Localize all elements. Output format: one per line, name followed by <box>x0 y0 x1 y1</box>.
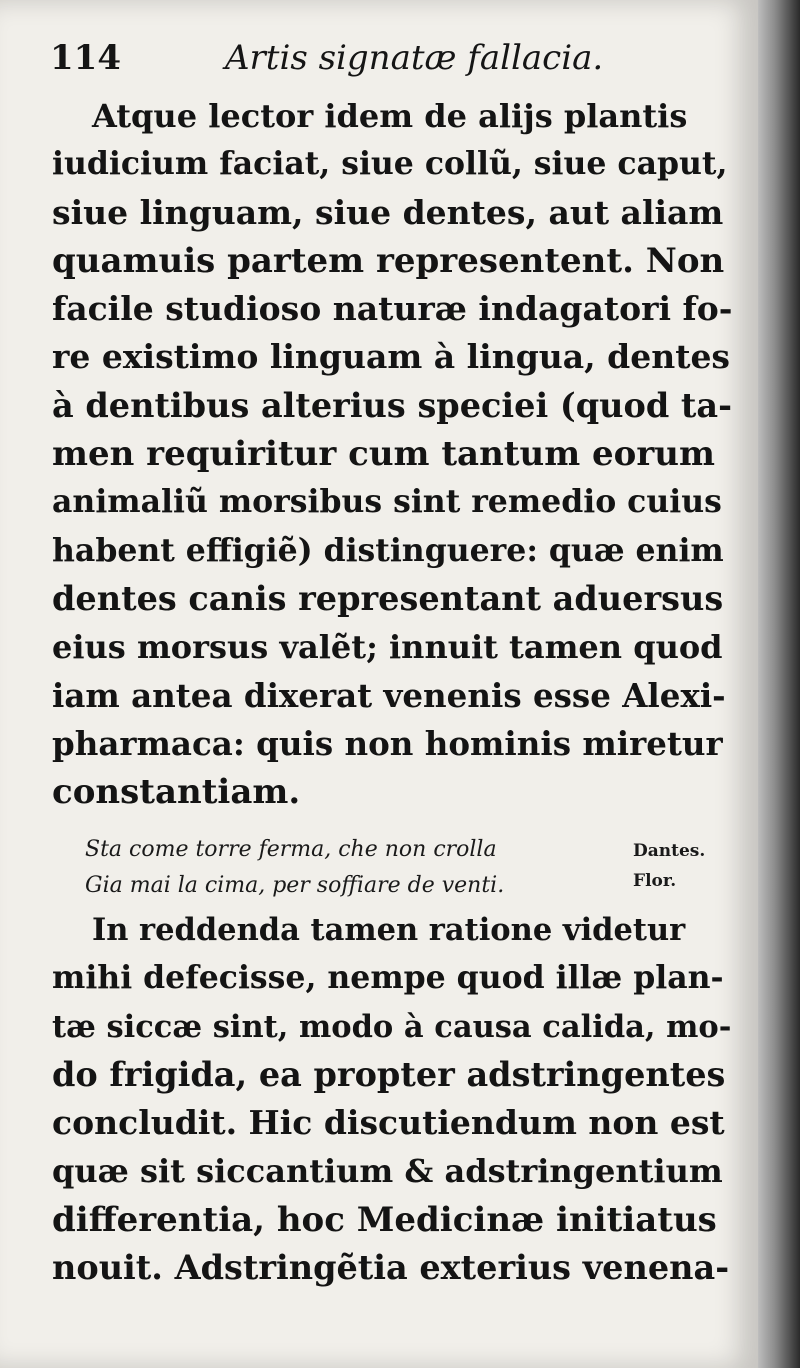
text-line: men requiritur cum tantum eorum <box>52 434 715 475</box>
text-line: In reddenda tamen ratione videtur <box>92 912 686 948</box>
text-line: iam antea dixerat venenis esse Alexi- <box>52 675 726 715</box>
attribution-line: Flor. <box>633 871 677 891</box>
text-line: iudicium faciat, siue collũ, siue caput, <box>52 145 728 183</box>
text-line: animaliũ morsibus sint remedio cuius <box>52 483 722 521</box>
attribution-line: Dantes. <box>633 841 706 861</box>
text-line: habent effigiẽ) distinguere: quæ enim <box>52 531 724 569</box>
page-number: 114 <box>50 38 121 78</box>
text-line: facile studioso naturæ indagatori fo- <box>52 289 733 329</box>
text-line: constantiam. <box>52 772 301 813</box>
text-line: quamuis partem representent. Non <box>52 240 725 281</box>
paragraph-2 <box>52 906 732 1292</box>
text-line: pharmaca: quis non hominis miretur <box>52 723 723 763</box>
running-title: Artis signatæ fallacia. <box>225 38 604 78</box>
text-line: siue linguam, siue dentes, aut aliam <box>52 192 724 232</box>
verse-line: Sta come torre ferma, che non crolla <box>85 837 497 862</box>
page-edge <box>758 0 800 1368</box>
text-line: mihi defecisse, nempe quod illæ plan- <box>52 959 724 997</box>
paragraph-1 <box>52 92 732 816</box>
text-line: dentes canis representant aduersus <box>52 578 724 618</box>
verse-attribution <box>633 836 743 896</box>
verse-line: Gia mai la cima, per soffiare de venti. <box>85 873 505 898</box>
text-line: eius morsus valẽt; innuit tamen quod <box>52 628 723 667</box>
text-line: re existimo linguam à lingua, dentes <box>52 337 731 377</box>
text-line: do frigida, ea propter adstringentes <box>52 1054 726 1094</box>
text-line: à dentibus alterius speciei (quod ta- <box>52 385 733 425</box>
text-line: concludit. Hic discutiendum non est <box>52 1103 725 1143</box>
text-line: quæ sit siccantium & adstringentium <box>52 1152 723 1191</box>
verse-quote <box>85 832 595 904</box>
text-line: nouit. Adstringẽtia exterius venena- <box>52 1248 730 1288</box>
text-line: tæ siccæ sint, modo à causa calida, mo- <box>52 1008 732 1045</box>
text-line: Atque lector idem de alijs plantis <box>92 97 688 135</box>
page-header <box>50 38 730 88</box>
text-line: differentia, hoc Medicinæ initiatus <box>52 1199 717 1240</box>
